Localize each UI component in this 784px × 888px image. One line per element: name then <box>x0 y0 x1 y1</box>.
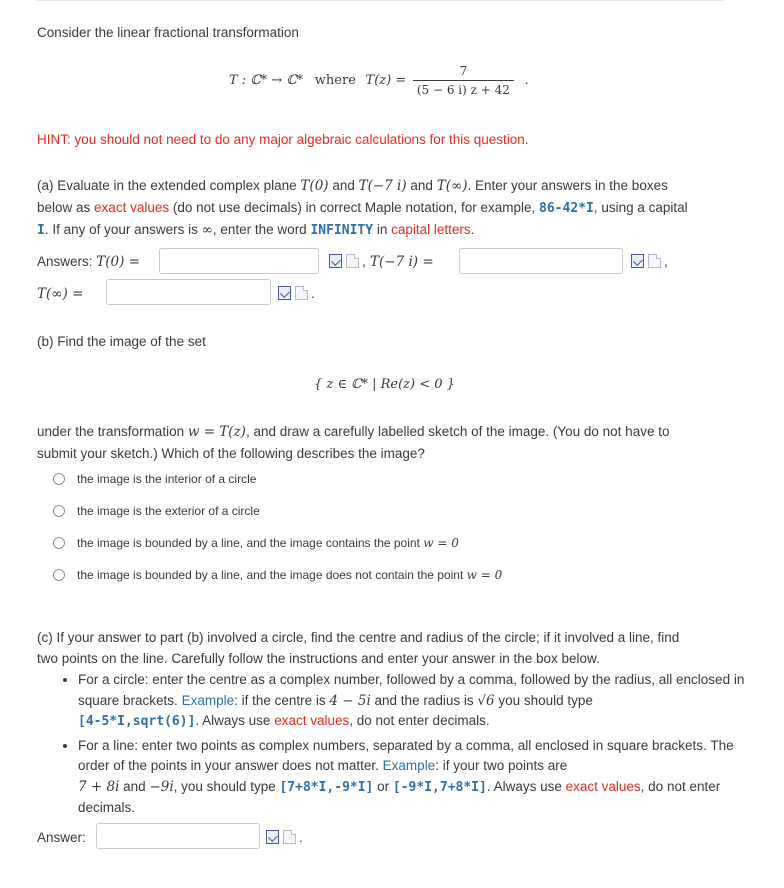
part-a-text: , using a capital <box>593 200 688 215</box>
t7i-math: T(−7 i) <box>358 178 407 194</box>
option-radio-2[interactable] <box>53 505 65 517</box>
example-code: 86-42*I <box>539 201 594 216</box>
instruction-text: : if the centre is <box>234 692 330 708</box>
help-icon[interactable] <box>648 254 661 268</box>
part-a-instructions <box>37 175 727 241</box>
example-label: Example <box>181 692 235 708</box>
part-a-text: . <box>470 222 475 237</box>
t7i-answer-label: T(−7 i) = <box>370 254 434 270</box>
tinf-math: T(∞) <box>436 178 468 194</box>
option-radio-3[interactable] <box>53 537 65 549</box>
option-label-3[interactable] <box>77 536 459 550</box>
option-label-4[interactable] <box>77 568 502 582</box>
exact-values-emphasis: exact values <box>274 713 350 728</box>
instruction-bullets <box>58 670 748 822</box>
part-c-answer-input[interactable] <box>96 823 260 849</box>
part-c-text: (c) If your answer to part (b) involved a circle, find the centre and radius of the circle; if it involved a line, find <box>37 630 680 645</box>
preview-icon[interactable] <box>278 286 291 300</box>
part-b-text: , and draw a carefully labelled sketch of the image. (You do not have to <box>245 424 670 439</box>
tinf-answer-label: T(∞) = <box>37 286 84 302</box>
where-word: where <box>314 72 356 88</box>
part-a-text: . Enter your answers in the boxes <box>467 178 668 193</box>
answer-label: Answer: <box>37 830 86 845</box>
help-icon[interactable] <box>346 254 359 268</box>
instruction-text: , do not enter decimals. <box>349 713 490 728</box>
part-a-text: (a) Evaluate in the extended complex plane <box>37 178 301 193</box>
instruction-text: For a line: enter two points as complex numbers, separated by a comma, all enclosed in square brackets. The order of the points in your answer does not matter. <box>78 737 734 773</box>
option-radio-1[interactable] <box>53 473 65 485</box>
t7i-answer-input[interactable] <box>459 248 623 274</box>
preview-icon[interactable] <box>266 830 279 844</box>
instruction-text: , do not enter decimals. <box>78 778 721 815</box>
instruction-text: . Always use <box>486 778 566 794</box>
t0-math: T(0) <box>300 178 329 194</box>
fraction-denominator: (5 − 6 i) z + 42 <box>413 80 514 97</box>
instruction-text: or <box>373 778 393 794</box>
option-text: the image is bounded by a line, and the image does not contain the point <box>77 568 467 582</box>
option-text: the image is bounded by a line, and the image contains the point <box>77 536 424 550</box>
point1-math: 7 + 8i <box>78 778 120 795</box>
period: . <box>311 286 315 301</box>
instruction-text: , you should type <box>173 778 280 794</box>
part-b-text: submit your sketch.) Which of the following describes the image? <box>37 446 425 461</box>
option-label-1[interactable]: the image is the interior of a circle <box>77 472 257 486</box>
top-divider <box>37 0 723 1</box>
fraction-numerator: 7 <box>459 64 468 78</box>
and-text: and <box>406 178 437 193</box>
part-a-text: , enter the word <box>212 222 311 237</box>
period: . <box>299 830 303 845</box>
t0-answer-label: T(0) = <box>96 254 141 270</box>
help-icon[interactable] <box>295 286 308 300</box>
answers-label-row <box>37 254 140 270</box>
preview-icon[interactable] <box>329 254 342 268</box>
part-a-text: . If any of your answers is <box>44 222 202 237</box>
set-definition: { z ∈ ℂ* | Re(z) < 0 } <box>314 377 455 392</box>
t0-answer-input[interactable] <box>159 248 319 274</box>
example-label: Example <box>382 758 436 773</box>
exact-values-emphasis: exact values <box>94 200 170 215</box>
part-b-instructions <box>37 421 727 464</box>
option-label-2[interactable]: the image is the exterior of a circle <box>77 504 260 518</box>
w-zero-math: w = 0 <box>466 568 503 582</box>
part-c-text: two points on the line. Carefully follow the instructions and enter your answer in the box below. <box>37 651 600 666</box>
option-radio-4[interactable] <box>53 569 65 581</box>
and-text: and <box>328 178 359 193</box>
part-b-text: under the transformation <box>37 424 188 439</box>
radius-math: √6 <box>477 692 495 709</box>
definition-period: . <box>524 72 529 88</box>
part-a-text: (do not use decimals) in correct Maple notation, for example, <box>169 200 540 215</box>
instruction-text: and <box>119 778 150 794</box>
capital-i-code: I <box>37 223 45 238</box>
circle-example-code: [4-5*I,sqrt(6)] <box>78 714 196 729</box>
w-zero-math: w = 0 <box>423 536 459 550</box>
line-example-code-2: [-9*I,7+8*I] <box>392 779 487 795</box>
part-c-instructions <box>37 627 727 669</box>
tz-label: T(z) = <box>365 72 407 88</box>
map-lhs: T : ℂ* → ℂ* <box>229 72 304 88</box>
help-icon[interactable] <box>283 830 296 844</box>
exact-values-emphasis: exact values <box>565 778 641 794</box>
instruction-text: For a circle: enter the centre as a complex number, followed by a comma, followed by the radius, all enclosed in square brackets. <box>78 672 745 708</box>
intro-text: Consider the linear fractional transformation <box>37 25 299 40</box>
line-instruction <box>78 736 748 819</box>
preview-icon[interactable] <box>631 254 644 268</box>
part-a-text: below as <box>37 200 95 215</box>
line-example-code-1: [7+8*I,-9*I] <box>279 779 374 795</box>
instruction-text: : if your two points are <box>435 758 568 773</box>
map-definition <box>229 64 529 97</box>
comma: , <box>362 254 366 269</box>
part-b-prompt: (b) Find the image of the set <box>37 334 206 349</box>
fraction <box>413 64 514 97</box>
capital-letters-emphasis: capital letters <box>391 222 471 237</box>
instruction-text: and the radius is <box>370 692 478 708</box>
w-equals-tz: w = T(z) <box>187 424 246 440</box>
answers-label: Answers: <box>37 254 97 269</box>
point2-math: −9i <box>149 778 174 795</box>
infinity-code: INFINITY <box>310 223 374 238</box>
hint-text: HINT: you should not need to do any major algebraic calculations for this question. <box>37 132 529 147</box>
part-a-text: in <box>373 222 392 237</box>
centre-math: 4 − 5i <box>329 692 371 709</box>
circle-instruction <box>78 670 748 733</box>
tinf-answer-input[interactable] <box>106 279 271 305</box>
comma: , <box>664 254 668 269</box>
instruction-text: . Always use <box>195 713 275 728</box>
instruction-text: you should type <box>494 692 593 708</box>
infinity-symbol: ∞ <box>201 222 213 238</box>
